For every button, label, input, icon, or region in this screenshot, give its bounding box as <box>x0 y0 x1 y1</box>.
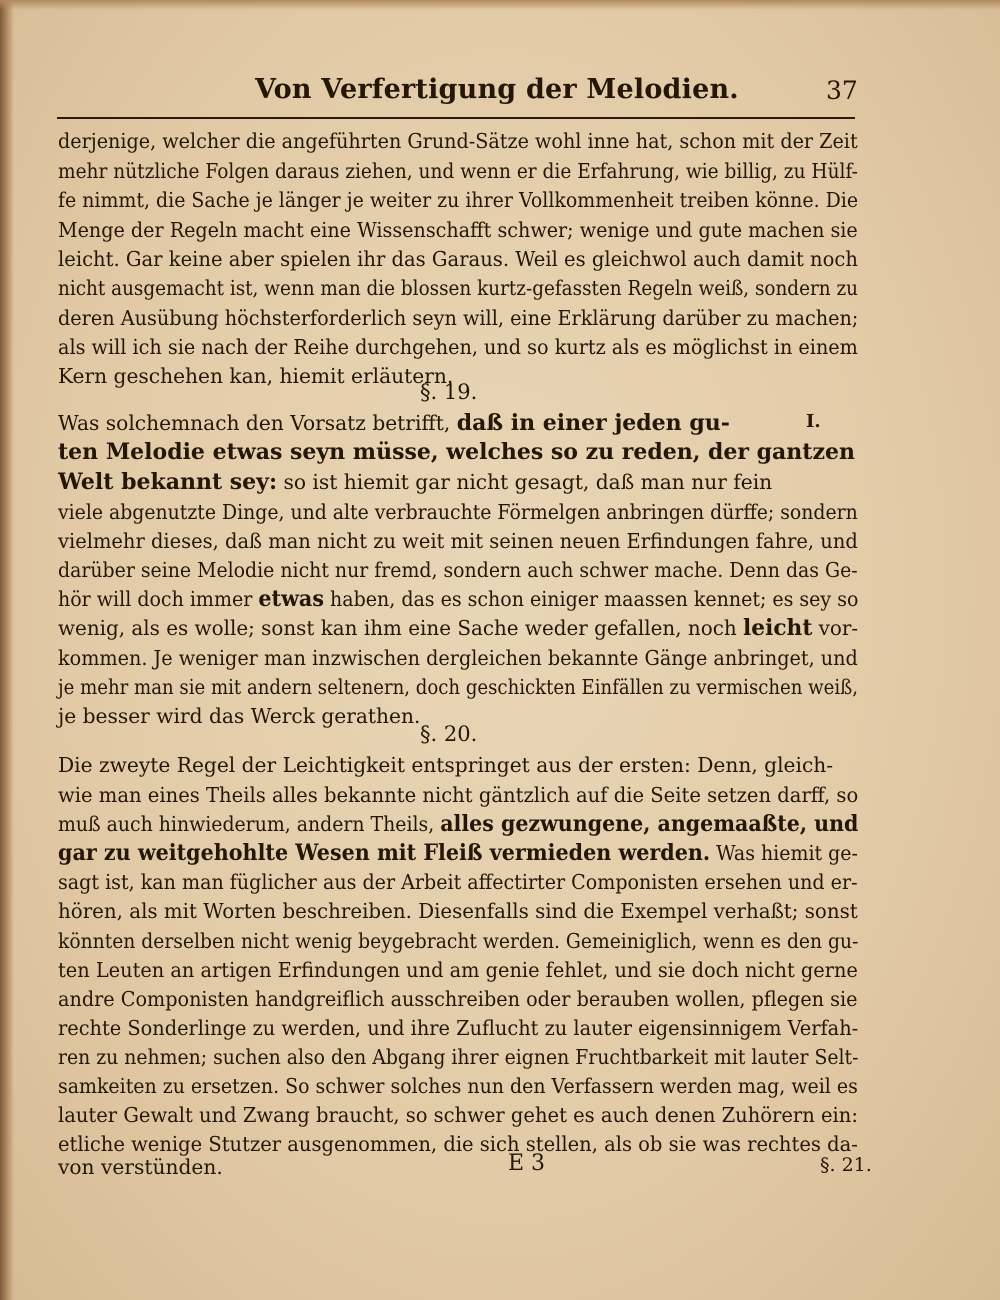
text-line <box>58 613 858 643</box>
text-line: Menge der Regeln macht eine Wissenschafft schwer; wenige und gute machen sie <box>58 218 858 242</box>
page-top-edge <box>0 0 1000 10</box>
text-line: kommen. Je weniger man inzwischen dergleichen bekannte Gänge anbringet, und <box>58 646 858 670</box>
text-line: je mehr man sie mit andern seltenern, doch geschickten Einfällen zu vermischen weiß, <box>58 675 859 699</box>
text-line: deren Ausübung höchsterforderlich seyn will, eine Erklärung darüber zu machen; <box>58 306 859 330</box>
text-line: je besser wird das Werck gerathen. <box>58 704 421 728</box>
emphasized-text: leicht <box>743 615 813 641</box>
signature-mark: E 3 <box>508 1151 546 1176</box>
margin-number: I. <box>806 411 821 432</box>
emphasized-text: daß in einer jeden gu- <box>456 410 730 436</box>
text-line: ten Leuten an artigen Erfindungen und am genie fehlet, und sie doch nicht gerne <box>58 958 858 982</box>
text-segment: vor- <box>812 616 859 640</box>
text-line: sagt ist, kan man füglicher aus der Arbeit affectirter Componisten ersehen und er- <box>58 870 858 894</box>
text-line: andre Componisten handgreiflich ausschreiben oder berauben wollen, pflegen sie <box>58 987 858 1011</box>
header-rule <box>57 117 855 119</box>
text-line <box>58 809 858 839</box>
text-line: vielmehr dieses, daß man nicht zu weit mit seinen neuen Erfindungen fahre, und <box>58 529 858 553</box>
text-line: Die zweyte Regel der Leichtigkeit entspringet aus der ersten: Denn, gleich- <box>58 753 834 777</box>
text-line <box>58 467 772 497</box>
text-line: nicht ausgemacht ist, wenn man die blossen kurtz-gefassten Regeln weiß, sondern zu <box>58 276 859 300</box>
text-line <box>58 838 858 868</box>
text-line: fe nimmt, die Sache je länger je weiter zu ihrer Vollkommenheit treiben könne. Die <box>58 188 859 212</box>
text-line: könnten derselben nicht wenig beygebracht werden. Gemeiniglich, wenn es den gu- <box>58 929 859 953</box>
catchword: §. 21. <box>820 1154 872 1176</box>
text-segment: Was hiemit ge- <box>710 841 858 865</box>
section-heading: §. 19. <box>420 380 478 404</box>
text-line: lauter Gewalt und Zwang braucht, so schwer gehet es auch denen Zuhörern ein: <box>58 1103 858 1127</box>
text-segment: so ist hiemit gar nicht gesagt, daß man nur fein <box>277 470 773 494</box>
text-line: samkeiten zu ersetzen. So schwer solches nun den Verfassern werden mag, weil es <box>58 1074 858 1098</box>
text-line: derjenige, welcher die angeführten Grund-Sätze wohl inne hat, schon mit der Zeit <box>58 129 858 153</box>
text-line: wie man eines Theils alles bekannte nicht gäntzlich auf die Seite setzen darff, so <box>58 783 859 807</box>
text-line <box>58 584 858 614</box>
text-line: etliche wenige Stutzer ausgenommen, die sich stellen, als ob sie was rechtes da- <box>58 1132 858 1156</box>
text-line: von verstünden. <box>58 1155 223 1179</box>
text-line: viele abgenutzte Dinge, und alte verbrauchte Förmelgen anbringen dürffe; sondern <box>58 500 858 524</box>
running-title: Von Verfertigung der Melodien. <box>255 74 739 105</box>
emphasized-text: ten Melodie etwas seyn müsse, welches so zu reden, der gantzen <box>58 439 855 465</box>
text-line: darüber seine Melodie nicht nur fremd, sondern auch schwer mache. Denn das Ge- <box>58 558 858 582</box>
text-line: ren zu nehmen; suchen also den Abgang ihrer eignen Fruchtbarkeit mit lauter Selt- <box>58 1045 859 1069</box>
page-edge-shadow <box>0 0 14 1300</box>
text-line: mehr nützliche Folgen daraus ziehen, und wenn er die Erfahrung, wie billig, zu Hülf- <box>58 159 858 183</box>
emphasized-text: gar zu weitgehohlte Wesen mit Fleiß vermieden werden. <box>58 840 711 866</box>
page-number: 37 <box>826 76 858 105</box>
emphasized-text: Welt bekannt sey: <box>58 469 278 495</box>
text-line: Kern geschehen kan, hiemit erläutern. <box>58 364 454 388</box>
text-segment: wenig, als es wolle; sonst kan ihm eine Sache weder gefallen, noch <box>58 616 744 640</box>
text-line <box>58 408 730 438</box>
emphasized-text: etwas <box>258 586 324 612</box>
text-segment: hör will doch immer <box>58 587 259 611</box>
text-segment: muß auch hinwiederum, andern Theils, <box>58 812 441 836</box>
text-line: rechte Sonderlinge zu werden, und ihre Zuflucht zu lauter eigensinnigem Verfah- <box>58 1016 859 1040</box>
text-segment: Was solchemnach den Vorsatz betrifft, <box>58 411 457 435</box>
text-line: als will ich sie nach der Reihe durchgehen, und so kurtz als es möglichst in einem <box>58 335 858 359</box>
text-line: hören, als mit Worten beschreiben. Diesenfalls sind die Exempel verhaßt; sonst <box>58 899 858 923</box>
text-segment: haben, das es schon einiger maassen kennet; es sey so <box>323 587 859 611</box>
text-line: leicht. Gar keine aber spielen ihr das Garaus. Weil es gleichwol auch damit noch <box>58 247 858 271</box>
text-line <box>58 437 855 467</box>
emphasized-text: alles gezwungene, angemaaßte, und <box>440 811 859 837</box>
section-heading: §. 20. <box>420 722 478 746</box>
